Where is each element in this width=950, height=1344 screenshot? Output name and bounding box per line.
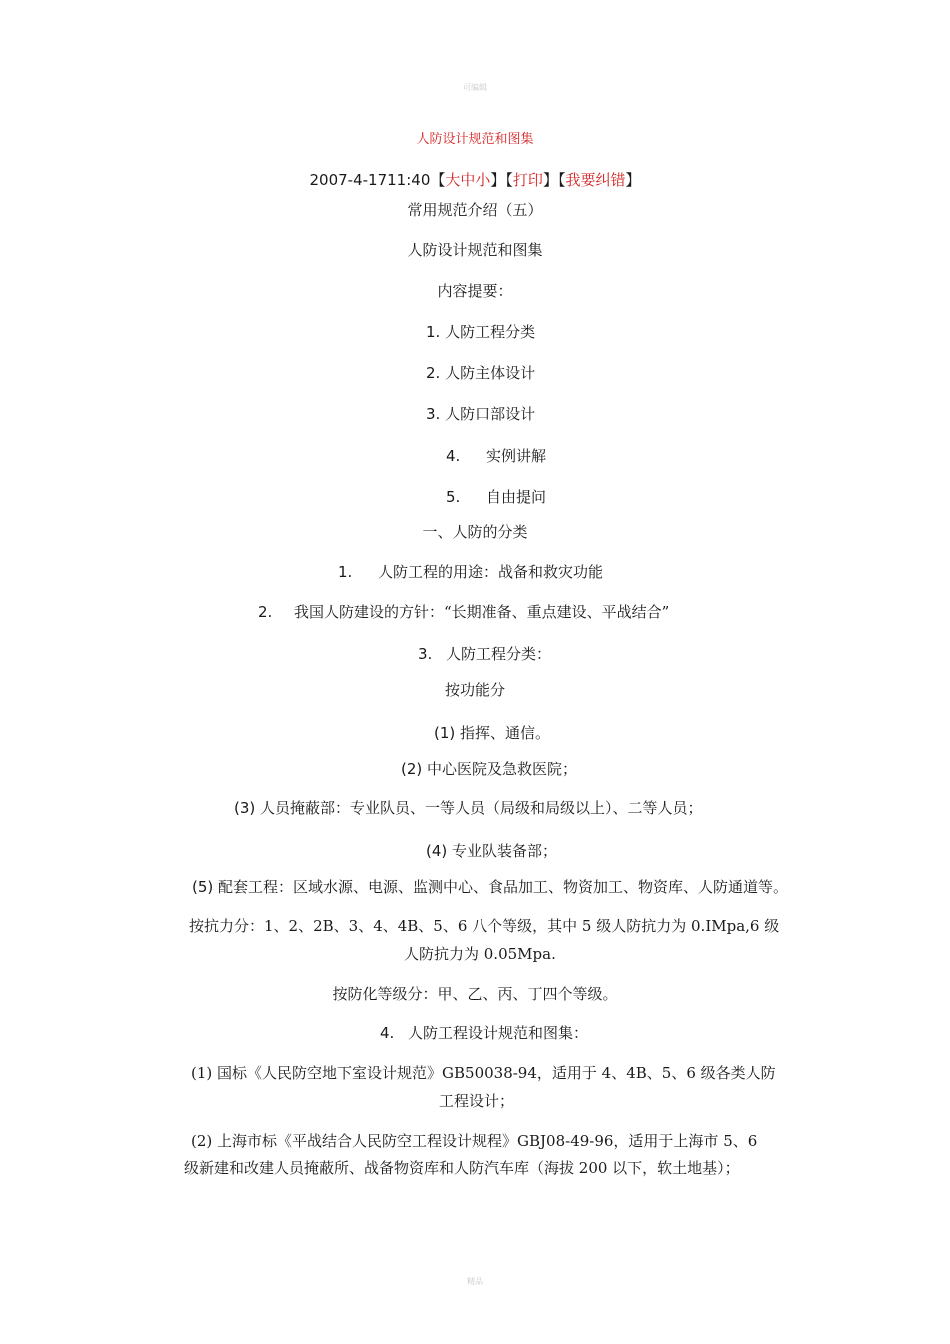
item-number: (4) — [426, 842, 448, 860]
item-text: 人员掩蔽部：专业队员、一等人员（局级和局级以上）、二等人员； — [260, 799, 703, 817]
function-item — [426, 841, 557, 861]
item-text: 实例讲解 — [486, 447, 547, 465]
item-number: (5) — [192, 878, 214, 896]
function-item — [434, 723, 550, 743]
watermark-top: 可编辑 — [463, 83, 487, 92]
summary-item — [446, 487, 546, 507]
item-number: 1. — [426, 323, 441, 341]
item-text: 人防工程设计规范和图集： — [408, 1024, 589, 1042]
item-number: 4. — [380, 1024, 395, 1042]
report-error-link[interactable]: 我要纠错 — [565, 171, 626, 189]
font-size-links[interactable]: 大中小 — [445, 171, 491, 189]
item-number: 5. — [446, 488, 461, 506]
item-text: 专业队装备部； — [452, 842, 558, 860]
item-number: 1. — [338, 563, 353, 581]
bracket: 】 — [490, 171, 506, 189]
title-red: 人防设计规范和图集 — [416, 132, 534, 147]
summary-item — [446, 446, 546, 466]
item-text: 人防工程分类 — [445, 323, 536, 341]
section-item — [338, 562, 603, 582]
section-heading: 一、人防的分类 — [422, 523, 528, 541]
standard-line-cont: 级新建和改建人员掩蔽所、战备物资库和人防汽车库（海拔 200 以下，软土地基）； — [184, 1159, 740, 1177]
item-number: (2) — [401, 760, 423, 778]
watermark-bottom: 精品 — [467, 1277, 483, 1286]
item-text: 人防口部设计 — [445, 405, 536, 423]
summary-item — [426, 363, 535, 383]
bracket: 】 — [542, 171, 558, 189]
chemical-grade: 按防化等级分：甲、乙、丙、丁四个等级。 — [332, 985, 618, 1003]
subtitle: 人防设计规范和图集 — [407, 241, 543, 259]
item-number: 4. — [446, 447, 461, 465]
summary-item — [426, 404, 535, 424]
function-item — [192, 877, 788, 897]
function-item — [401, 759, 577, 779]
function-item — [234, 798, 703, 818]
section-item — [380, 1023, 588, 1043]
item-text: 自由提问 — [486, 488, 547, 506]
bracket: 【 — [557, 171, 566, 189]
standard-line: (2) 上海市标《平战结合人民防空工程设计规程》GBJ08-49-96，适用于上海市 5、6 — [191, 1132, 758, 1150]
item-number: 3. — [426, 405, 441, 423]
section-item — [258, 602, 669, 622]
intro-heading: 常用规范介绍（五） — [407, 201, 543, 219]
item-text: 我国人防建设的方针：“长期准备、重点建设、平战结合” — [294, 603, 670, 621]
print-link[interactable]: 打印 — [512, 171, 543, 189]
by-function-label: 按功能分 — [444, 681, 505, 699]
item-text: 人防工程的用途：战备和救灾功能 — [378, 563, 604, 581]
item-number: 2. — [258, 603, 273, 621]
item-number: (3) — [234, 799, 256, 817]
item-text: 中心医院及急救医院； — [427, 760, 578, 778]
bracket: 】 — [625, 171, 641, 189]
item-number: (1) — [434, 724, 456, 742]
item-number: 3. — [418, 645, 433, 663]
summary-label: 内容提要： — [437, 282, 513, 300]
meta-line — [0, 170, 950, 190]
item-text: 配套工程：区域水源、电源、监测中心、食品加工、物资加工、物资库、人防通道等。 — [218, 878, 789, 896]
bracket: 【 — [505, 171, 513, 189]
summary-item — [426, 322, 535, 342]
post-date: 2007-4-1711:40 — [309, 171, 431, 189]
item-number: 2. — [426, 364, 441, 382]
standard-line-cont: 工程设计； — [439, 1092, 515, 1110]
item-text: 人防工程分类： — [446, 645, 552, 663]
item-text: 人防主体设计 — [445, 364, 536, 382]
standard-line: (1) 国标《人民防空地下室设计规范》GB50038-94，适用于 4、4B、5、6 级各类人防 — [191, 1064, 776, 1082]
section-item — [418, 644, 551, 664]
resistance-line-1: 按抗力分：1、2、2B、3、4、4B、5、6 八个等级，其中 5 级人防抗力为 0.IMpa,6 级 — [189, 917, 780, 935]
resistance-line-2: 人防抗力为 0.05Mpa. — [404, 945, 556, 963]
item-text: 指挥、通信。 — [460, 724, 551, 742]
bracket: 【 — [430, 171, 446, 189]
